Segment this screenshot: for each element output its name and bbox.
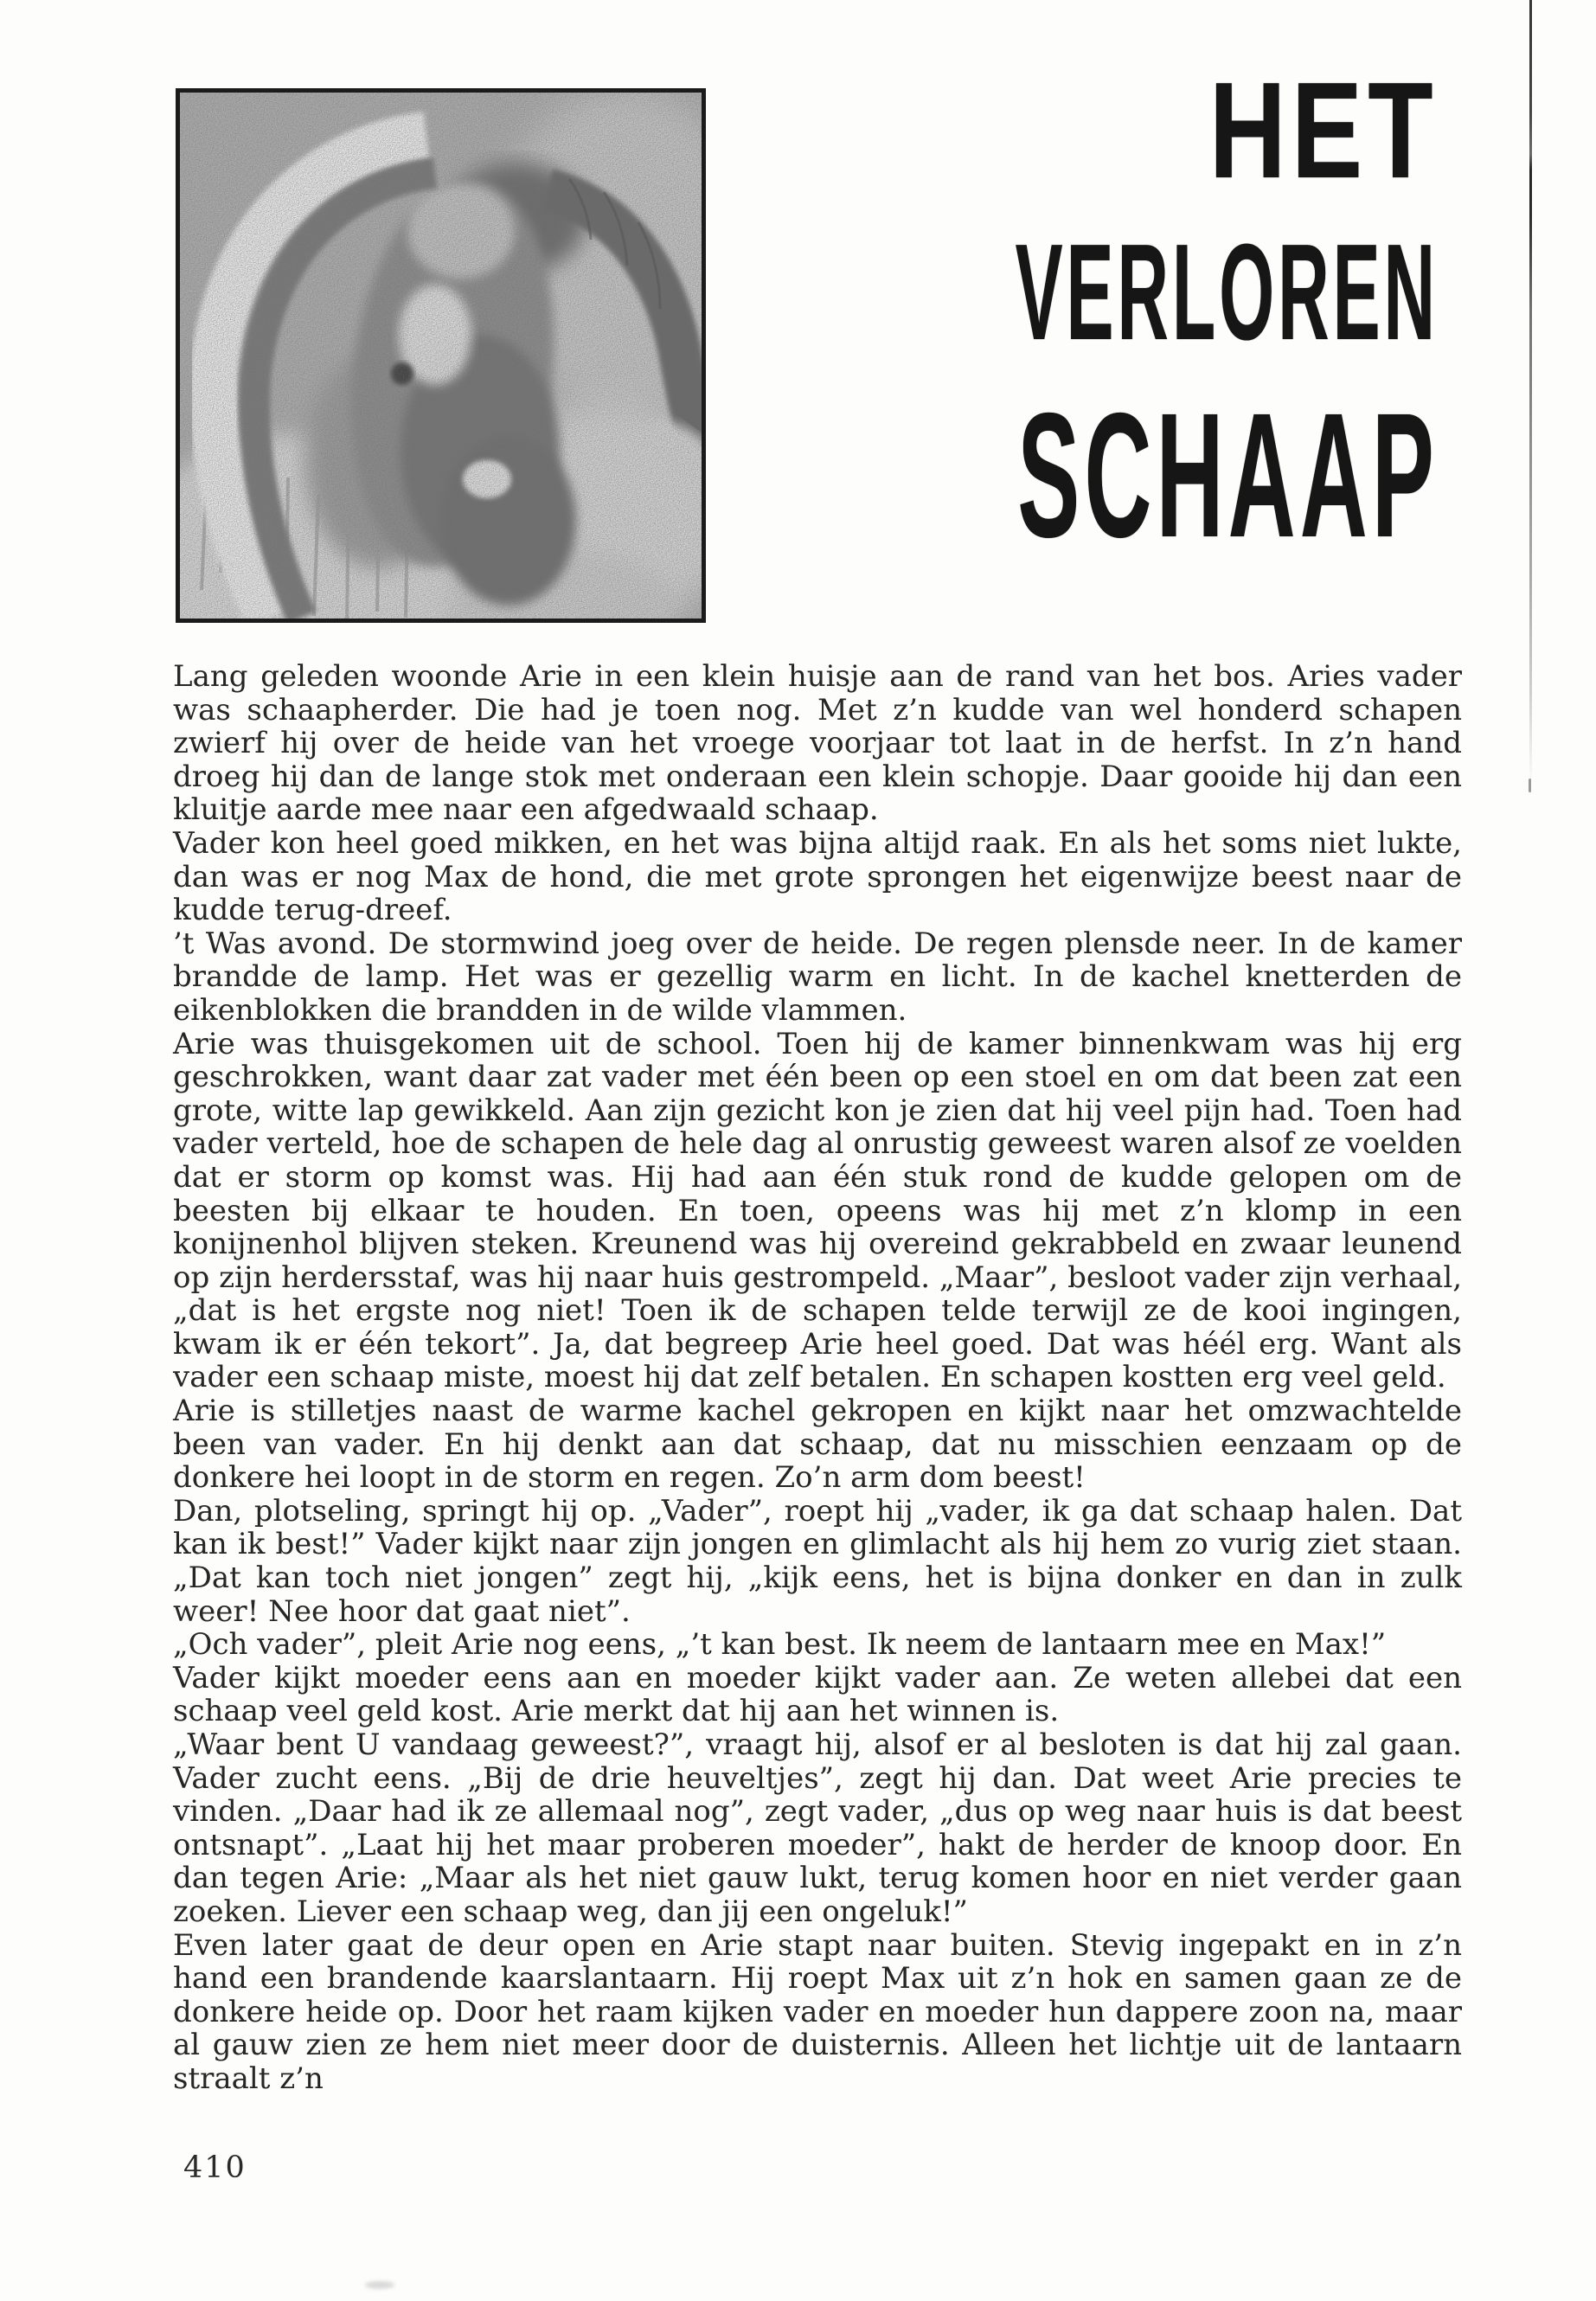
page-number: 410: [183, 2150, 247, 2185]
scan-edge-line-artifact: [1529, 0, 1532, 809]
title-line-schaap: SCHAAP: [1017, 376, 1439, 574]
ram-photo: [176, 88, 706, 623]
story-paragraph: Even later gaat de deur open en Arie stapt naar buiten. Stevig ingepakt en in z’n hand een brandende kaarslantaarn. Hij roept Max uit z’n hok en samen gaan ze de donkere heide op. Door het raam kijken vader en moeder hun dappere zoon na, maar al gauw zien ze hem niet meer door de duisternis. Alleen het lichtje uit de lantaarn straalt z’n: [173, 1927, 1462, 2096]
story-paragraph: Arie is stilletjes naast de warme kachel gekropen en kijkt naar het omzwachtelde been van vader. En hij denkt aan dat schaap, dat nu misschien eenzaam op de donkere hei loopt in de storm en regen. Zo’n arm dom beest!: [173, 1394, 1462, 1496]
scan-smudge-artifact: [365, 2281, 394, 2289]
story-paragraph: Dan, plotseling, springt hij op. „Vader”, roept hij „vader, ik ga dat schaap halen. Dat kan ik best!” Vader kijkt naar zijn jongen en glimlacht als hij hem zo vurig ziet staan. „Dat kan toch niet jongen” zegt hij, „kijk eens, het is bijna donker en dan in zulk weer! Nee hoor dat gaat niet”.: [173, 1493, 1462, 1629]
scan-edge-dash-artifact: [1529, 779, 1531, 792]
story-paragraph: Arie was thuisgekomen uit de school. Toen hij de kamer binnenkwam was hij erg geschrokken, want daar zat vader met één been op een stoel en om dat been zat een grote, witte lap gewikkeld. Aan zijn gezicht kon je zien dat hij veel pijn had. Toen had vader verteld, hoe de schapen de hele dag al onrustig geweest waren alsof ze voelden dat er storm op komst was. Hij had aan één stuk rond de kudde gelopen om de beesten bij elkaar te houden. En toen, opeens was hij met z’n klomp in een konijnenhol blijven steken. Kreunend was hij overeind gekrabbeld en zwaar leunend op zijn herdersstaf, was hij naar huis gestrompeld. „Maar”, besloot vader zijn verhaal, „dat is het ergste nog niet! Toen ik de schapen telde terwijl ze de kooi ingingen, kwam ik er één tekort”. Ja, dat begreep Arie heel goed. Dat was héél erg. Want als vader een schaap miste, moest hij dat zelf betalen. En schapen kostten erg veel geld.: [173, 1026, 1462, 1395]
story-paragraph: „Och vader”, pleit Arie nog eens, „’t kan best. Ik neem de lantaarn mee en Max!”: [173, 1627, 1387, 1663]
story-paragraph: Lang geleden woonde Arie in een klein huisje aan de rand van het bos. Aries vader was schaapherder. Die had je toen nog. Met z’n kudde van wel honderd schapen zwierf hij over de heide van het vroege voorjaar tot laat in de herfst. In z’n hand droeg hij dan de lange stok met onderaan een klein schopje. Daar gooide hij dan een kluitje aarde mee naar een afgedwaald schaap.: [173, 659, 1462, 828]
story-paragraph: ’t Was avond. De stormwind joeg over de heide. De regen plensde neer. In de kamer brandde de lamp. Het was er gezellig warm en licht. In de kachel knetterden de eikenblokken die brandden in de wilde vlammen.: [173, 926, 1462, 1028]
ram-photo-illustration: [176, 88, 706, 623]
story-paragraph: Vader kijkt moeder eens aan en moeder kijkt vader aan. Ze weten allebei dat een schaap veel geld kost. Arie merkt dat hij aan het winnen is.: [173, 1660, 1462, 1729]
title-line-het: HET: [1209, 54, 1439, 207]
story-text: [173, 660, 1462, 2096]
story-paragraph: Vader kon heel goed mikken, en het was bijna altijd raak. En als het soms niet lukte, dan was er nog Max de hond, die met grote sprongen het eigenwijze beest naar de kudde terug-dreef.: [173, 825, 1462, 928]
title-line-verloren: VERLOREN: [1015, 216, 1439, 369]
story-paragraph: „Waar bent U vandaag geweest?”, vraagt hij, alsof er al besloten is dat hij zal gaan. Vader zucht eens. „Bij de drie heuveltjes”, zegt hij dan. Dat weet Arie precies te vinden. „Daar had ik ze allemaal nog”, zegt vader, „dus op weg naar huis is dat beest ontsnapt”. „Laat hij het maar proberen moeder”, hakt de herder de knoop door. En dan tegen Arie: „Maar als het niet gauw lukt, terug komen hoor en niet verder gaan zoeken. Liever een schaap weg, dan jij een ongeluk!”: [173, 1727, 1462, 1929]
